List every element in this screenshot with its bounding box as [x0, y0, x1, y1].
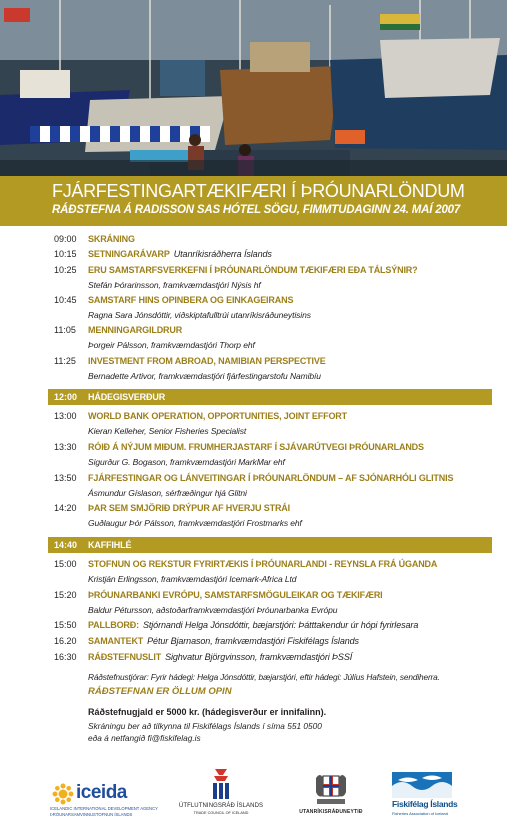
program-speaker: Bernadette Artivor, framkvæmdastjóri fjárfestingarstofu Namibíu	[88, 371, 321, 381]
program-time: 14:20	[54, 503, 77, 513]
program-topic: KAFFIHLÉ	[88, 540, 132, 550]
program-topic-label: PALLBORÐ:	[88, 620, 139, 630]
program-topic	[88, 636, 359, 646]
sun-icon	[52, 783, 74, 805]
program-topic-label: RÁÐSTEFNUSLIT	[88, 652, 162, 662]
program-inline-speaker: Utanríkisráðherra Íslands	[173, 249, 272, 259]
program-topic	[88, 652, 352, 662]
program-time: 15:20	[54, 590, 77, 600]
program-topic: MENNINGARGILDRUR	[88, 325, 183, 335]
program-speaker: Kieran Kelleher, Senior Fisheries Specialist	[88, 426, 247, 436]
program-topic	[88, 620, 418, 630]
fish-wave-icon	[392, 772, 452, 798]
program-time: 10:25	[54, 265, 77, 275]
conference-fee: Ráðstefnugjald er 5000 kr. (hádegisverður er innifalinn).	[88, 707, 327, 717]
program-topic: SKRÁNING	[88, 234, 135, 244]
registration-info: Skráningu ber að tilkynna til Fiskifélags Íslands í síma 551 0500	[88, 721, 322, 731]
program-time: 16:30	[54, 652, 77, 662]
conference-chairs: Ráðstefnustjórar: Fyrir hádegi: Helga Jónsdóttir, bæjarstjóri, eftir hádegi: Júlíus Hafstein, sendiherra.	[88, 672, 440, 682]
program-time: 12:00	[54, 392, 78, 402]
program-speaker: Ásmundur Gíslason, sérfræðingur hjá Glitni	[88, 488, 247, 498]
program-time: 09:00	[54, 234, 77, 244]
program-topic: ÞRÓUNARBANKI EVRÓPU, SAMSTARFSMÖGULEIKAR OG TÆKIFÆRI	[88, 590, 383, 600]
iceida-wordmark: iceida	[76, 782, 127, 803]
program-speaker: Stefán Þórarinsson, framkvæmdastjóri Nýsis hf	[88, 280, 261, 290]
program-speaker: Baldur Pétursson, aðstoðarframkvæmdastjóri Þróunarbanka Evrópu	[88, 605, 338, 615]
program-speaker: Kristján Erlingsson, framkvæmdastjóri Icemark-Africa Ltd	[88, 574, 297, 584]
trade-council-emblem-icon	[211, 767, 231, 799]
coffee-band	[48, 537, 492, 553]
program-topic-label: SETNINGARÁVARP	[88, 249, 170, 259]
program-time: 10:45	[54, 295, 77, 305]
program-time: 10:15	[54, 249, 77, 259]
fiskifelag-logo	[392, 772, 462, 818]
program-topic: RÓIÐ Á NÝJUM MIÐUM. FRUMHERJASTARF Í SJÁVARÚTVEGI ÞRÓUNARLANDS	[88, 442, 424, 452]
iceida-tagline-is: ÞRÓUNARSAMVINNUSTOFNUN ÍSLANDS	[50, 812, 133, 817]
iceida-logo	[50, 782, 160, 820]
program-inline-speaker: Stjórnandi Helga Jónsdóttir, bæjarstjóri: Þátttakendur úr hópi fyrirlesara	[142, 620, 419, 630]
program-time: 11:05	[54, 325, 76, 335]
page-title: FJÁRFESTINGARTÆKIFÆRI Í ÞRÓUNARLÖNDUM	[52, 181, 465, 201]
program-topic: SAMSTARF HINS OPINBERA OG EINKAGEIRANS	[88, 295, 294, 305]
utanrikisraduneytid-logo	[290, 770, 372, 818]
program-topic: ÞAR SEM SMJÖRIÐ DRÝPUR AF HVERJU STRÁI	[88, 503, 290, 513]
program-topic: HÁDEGISVERÐUR	[88, 392, 166, 402]
program-topic: FJÁRFESTINGAR OG LÁNVEITINGAR Í ÞRÓUNARLÖNDUM – AF SJÓNARHÓLI GLITNIS	[88, 473, 454, 483]
program-time: 13:00	[54, 411, 77, 421]
program-speaker: Sigurður G. Bogason, framkvæmdastjóri MarkMar ehf	[88, 457, 285, 467]
header-photo	[0, 0, 507, 176]
program-speaker: Ragna Sara Jónsdóttir, viðskiptafulltrúi utanríkisráðuneytisins	[88, 310, 311, 320]
utflutningsrad-sub: TRADE COUNCIL OF ICELAND	[193, 811, 249, 815]
utflutningsrad-logo	[175, 767, 267, 819]
iceida-tagline-en: ICELANDIC INTERNATIONAL DEVELOPMENT AGENCY	[50, 806, 158, 811]
program-time: 16.20	[54, 636, 77, 646]
registration-email: eða á netfangið fi@fiskifelag.is	[88, 733, 201, 743]
open-notice: RÁÐSTEFNAN ER ÖLLUM OPIN	[88, 686, 232, 697]
program-time: 13:30	[54, 442, 77, 452]
program-time: 11:25	[54, 356, 76, 366]
coat-of-arms-icon	[314, 770, 348, 806]
program-topic: STOFNUN OG REKSTUR FYRIRTÆKIS Í ÞRÓUNARLANDI - REYNSLA FRÁ ÚGANDA	[88, 559, 438, 569]
program-speaker: Guðlaugur Þór Pálsson, framkvæmdastjóri Frostmarks ehf	[88, 518, 302, 528]
program-time: 15:50	[54, 620, 77, 630]
lunch-band	[48, 389, 492, 405]
program-time: 13:50	[54, 473, 77, 483]
utanrikisraduneytid-name: UTANRÍKISRÁÐUNEYTIÐ	[299, 809, 363, 815]
fiskifelag-sub: Fisheries Association of Iceland	[392, 811, 449, 816]
program-speaker: Þorgeir Pálsson, framkvæmdastjóri Thorp ehf	[88, 340, 255, 350]
page-subtitle: RÁÐSTEFNA Á RADISSON SAS HÓTEL SÖGU, FIMMTUDAGINN 24. MAÍ 2007	[52, 204, 461, 216]
program-topic-label: SAMANTEKT	[88, 636, 144, 646]
program-topic: ERU SAMSTARFSVERKEFNI Í ÞRÓUNARLÖNDUM TÆKIFÆRI EÐA TÁLSÝNIR?	[88, 265, 418, 275]
program-inline-speaker: Pétur Bjarnason, framkvæmdastjóri Fiskifélags Íslands	[147, 636, 359, 646]
utflutningsrad-name: ÚTFLUTNINGSRÁÐ ÍSLANDS	[178, 803, 264, 809]
program-topic: INVESTMENT FROM ABROAD, NAMIBIAN PERSPECTIVE	[88, 356, 326, 366]
fiskifelag-name: Fiskifélag Íslands	[392, 799, 458, 809]
program-time: 14:40	[54, 540, 78, 550]
program-inline-speaker: Sighvatur Björgvinsson, framkvæmdastjóri ÞSSÍ	[165, 652, 353, 662]
program-topic: WORLD BANK OPERATION, OPPORTUNITIES, JOINT EFFORT	[88, 411, 347, 421]
program-time: 15:00	[54, 559, 77, 569]
program-topic	[88, 249, 272, 259]
